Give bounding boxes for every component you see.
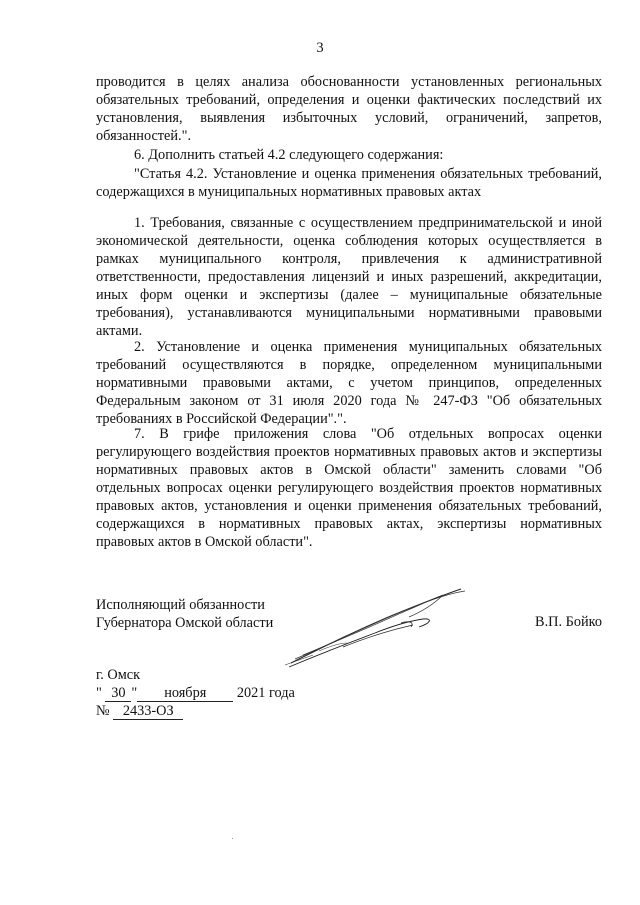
item-7-text: 7. В грифе приложения слова "Об отдельных вопросах оценки регулирующего воздействия проектов нормативных правовых актов и экспертизы нормативных правовых актов в Омской области" заменить словами "Об отдельных вопросах оценки регулирующего воздействия проектов нормативных правовых актов, установления и оценки применения обязательных требований, содержащихся в нормативных правовых актах, экспертизы нормативных правовых актов в Омской области".: [96, 426, 602, 550]
part-1-paragraph: [96, 214, 602, 340]
document-number: 2433-ОЗ: [113, 704, 183, 720]
scan-dot: [232, 838, 233, 839]
signatory-role: [96, 596, 273, 632]
item-6-text: 6. Дополнить статьей 4.2 следующего содержания:: [134, 147, 444, 163]
date-month: ноября: [137, 686, 233, 702]
intro-paragraph: [96, 73, 602, 145]
part-2-paragraph: [96, 338, 602, 428]
article-title-paragraph: [96, 165, 602, 201]
part-2-text: 2. Установление и оценка применения муниципальных обязательных требований осуществляются в порядке, определенном муниципальными нормативными правовыми актами, с учетом принципов, определенных Федеральным законом от 31 июля 2020 года № 247-ФЗ "Об обязательных требованиях в Российской Федерации".".: [96, 339, 602, 427]
item-6-paragraph: [96, 146, 602, 164]
number-prefix: №: [96, 703, 110, 719]
signatory-name: В.П. Бойко: [535, 614, 602, 630]
article-title-text: "Статья 4.2. Установление и оценка применения обязательных требований, содержащихся в муниципальных нормативных правовых актах: [96, 166, 602, 200]
signatory-role-line-2: Губернатора Омской области: [96, 615, 274, 631]
signatory-role-line-1: Исполняющий обязанности: [96, 597, 265, 613]
date-line: [96, 685, 295, 702]
part-1-text: 1. Требования, связанные с осуществлением предпринимательской и иной экономической деятельности, оценка соблюдения которых осуществляется в рамках муниципального контроля, привлечения к административной ответственности, предоставления лицензий и иных разрешений, аккредитации, иных форм оценки и экспертизы (далее – муниципальные обязательные требования), устанавливаются муниципальными нормативными правовыми актами.: [96, 215, 602, 339]
date-quote-close: ": [131, 685, 138, 701]
intro-text: проводится в целях анализа обоснованности установленных региональных обязательных требований, определения и оценки фактических последствий их установления, выявления избыточных условий, ограничений, запретов, обязанностей.".: [96, 74, 602, 144]
item-7-paragraph: [96, 425, 602, 551]
document-number-line: [96, 703, 183, 720]
date-day: 30: [105, 686, 131, 702]
signature-icon: [283, 585, 473, 670]
handwritten-signature: [283, 585, 473, 675]
page-number: 3: [316, 40, 324, 56]
date-quote-open: ": [96, 685, 102, 701]
city-line: г. Омск: [96, 667, 141, 683]
date-year: 2021 года: [236, 685, 295, 701]
